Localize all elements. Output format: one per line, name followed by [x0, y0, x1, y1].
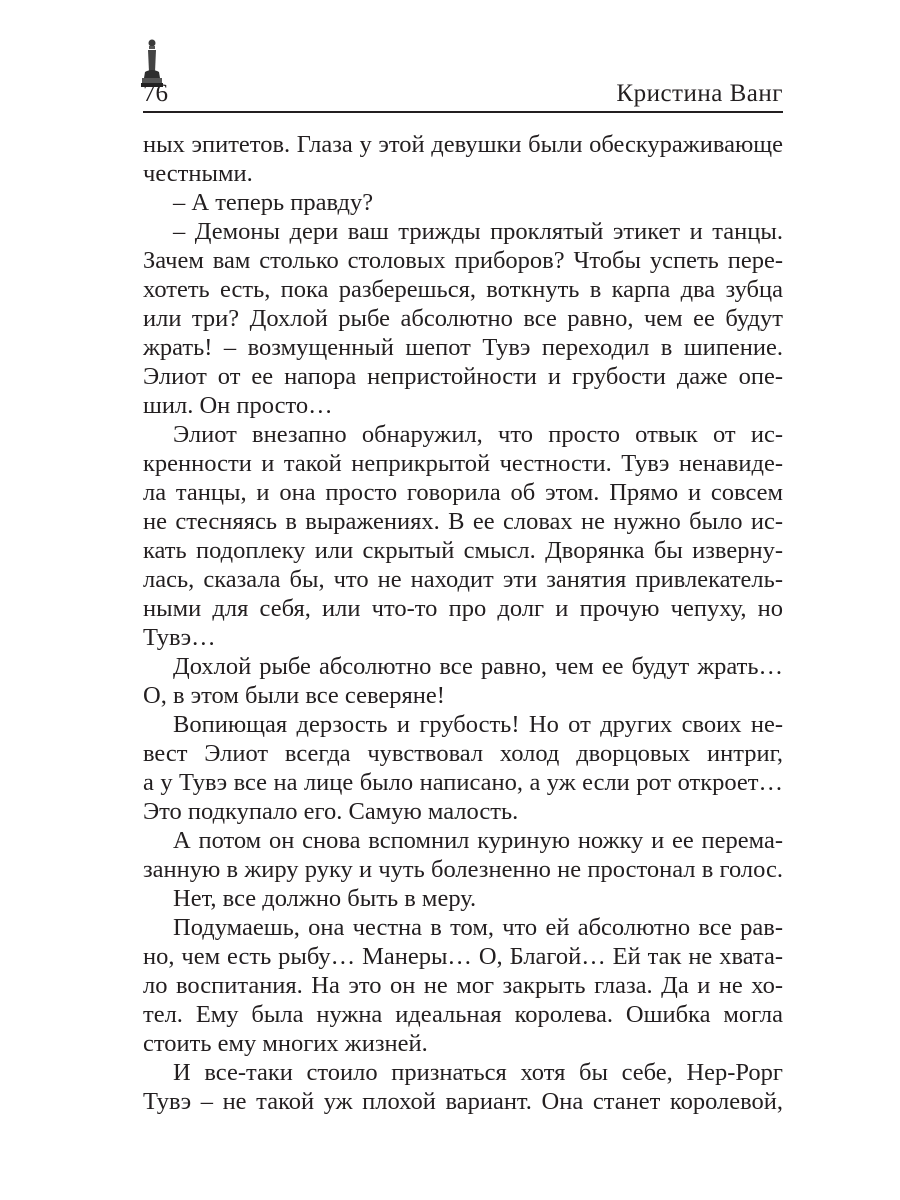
running-header-author: Кристина Ванг: [616, 80, 783, 107]
text-line: или три? Дохлой рыбе абсолютно все равно, чем ее будут: [143, 305, 783, 332]
text-line: Зачем вам столько столовых приборов? Чтобы успеть пере-: [143, 247, 783, 274]
text-line: стоить ему многих жизней.: [143, 1030, 428, 1057]
text-line: ла танцы, и она просто говорила об этом. Прямо и совсем: [143, 479, 783, 506]
text-line: кренности и такой неприкрытой честности. Тувэ ненавиде-: [143, 450, 783, 477]
text-line: Элиот от ее напора непристойности и грубости даже опе-: [143, 363, 783, 390]
text-line: Элиот внезапно обнаружил, что просто отвык от ис-: [173, 421, 783, 448]
text-line: жрать! – возмущенный шепот Тувэ переходил в шипение.: [143, 334, 783, 361]
text-line: ло воспитания. На это он не мог закрыть глаза. Да и не хо-: [143, 972, 783, 999]
text-line: лась, сказала бы, что не находит эти занятия привлекатель-: [143, 566, 783, 593]
body-text: [143, 130, 783, 1116]
text-line: Вопиющая дерзость и грубость! Но от других своих не-: [173, 711, 783, 738]
text-line: Подумаешь, она честна в том, что ей абсолютно все рав-: [173, 914, 783, 941]
text-line: – Демоны дери ваш трижды проклятый этикет и танцы.: [173, 218, 783, 245]
text-line: не стесняясь в выражениях. В ее словах не нужно было ис-: [143, 508, 783, 535]
text-line: занную в жиру руку и чуть болезненно не простонал в голос.: [143, 856, 783, 883]
text-line: хотеть есть, пока разберешься, воткнуть в карпа два зубца: [143, 276, 783, 303]
text-line: честными.: [143, 160, 253, 187]
text-line: шил. Он просто…: [143, 392, 333, 419]
text-line: но, чем есть рыбу… Манеры… О, Благой… Ей так не хвата-: [143, 943, 783, 970]
text-line: а у Тувэ все на лице было написано, а уж если рот откроет…: [143, 769, 783, 796]
text-line: ными для себя, или что-то про долг и прочую чепуху, но: [143, 595, 783, 622]
text-line: О, в этом были все северяне!: [143, 682, 445, 709]
header-rule: [143, 111, 783, 113]
text-line: И все-таки стоило признаться хотя бы себе, Нер-Рорг: [173, 1059, 783, 1086]
text-line: – А теперь правду?: [173, 189, 374, 216]
text-line: Тувэ…: [143, 624, 216, 651]
text-line: вест Элиот всегда чувствовал холод дворцовых интриг,: [143, 740, 783, 767]
text-line: кать подоплеку или скрытый смысл. Дворянка бы изверну-: [143, 537, 783, 564]
text-line: тел. Ему была нужна идеальная королева. Ошибка могла: [143, 1001, 783, 1028]
text-line: ных эпитетов. Глаза у этой девушки были обескураживающе: [143, 131, 783, 158]
text-line: Это подкупало его. Самую малость.: [143, 798, 519, 825]
text-line: Тувэ – не такой уж плохой вариант. Она станет королевой,: [143, 1088, 783, 1115]
text-line: Нет, все должно быть в меру.: [173, 885, 477, 912]
text-line: Дохлой рыбе абсолютно все равно, чем ее будут жрать…: [173, 653, 783, 680]
page-number: 76: [143, 80, 168, 107]
text-line: А потом он снова вспомнил куриную ножку и ее перема-: [173, 827, 783, 854]
